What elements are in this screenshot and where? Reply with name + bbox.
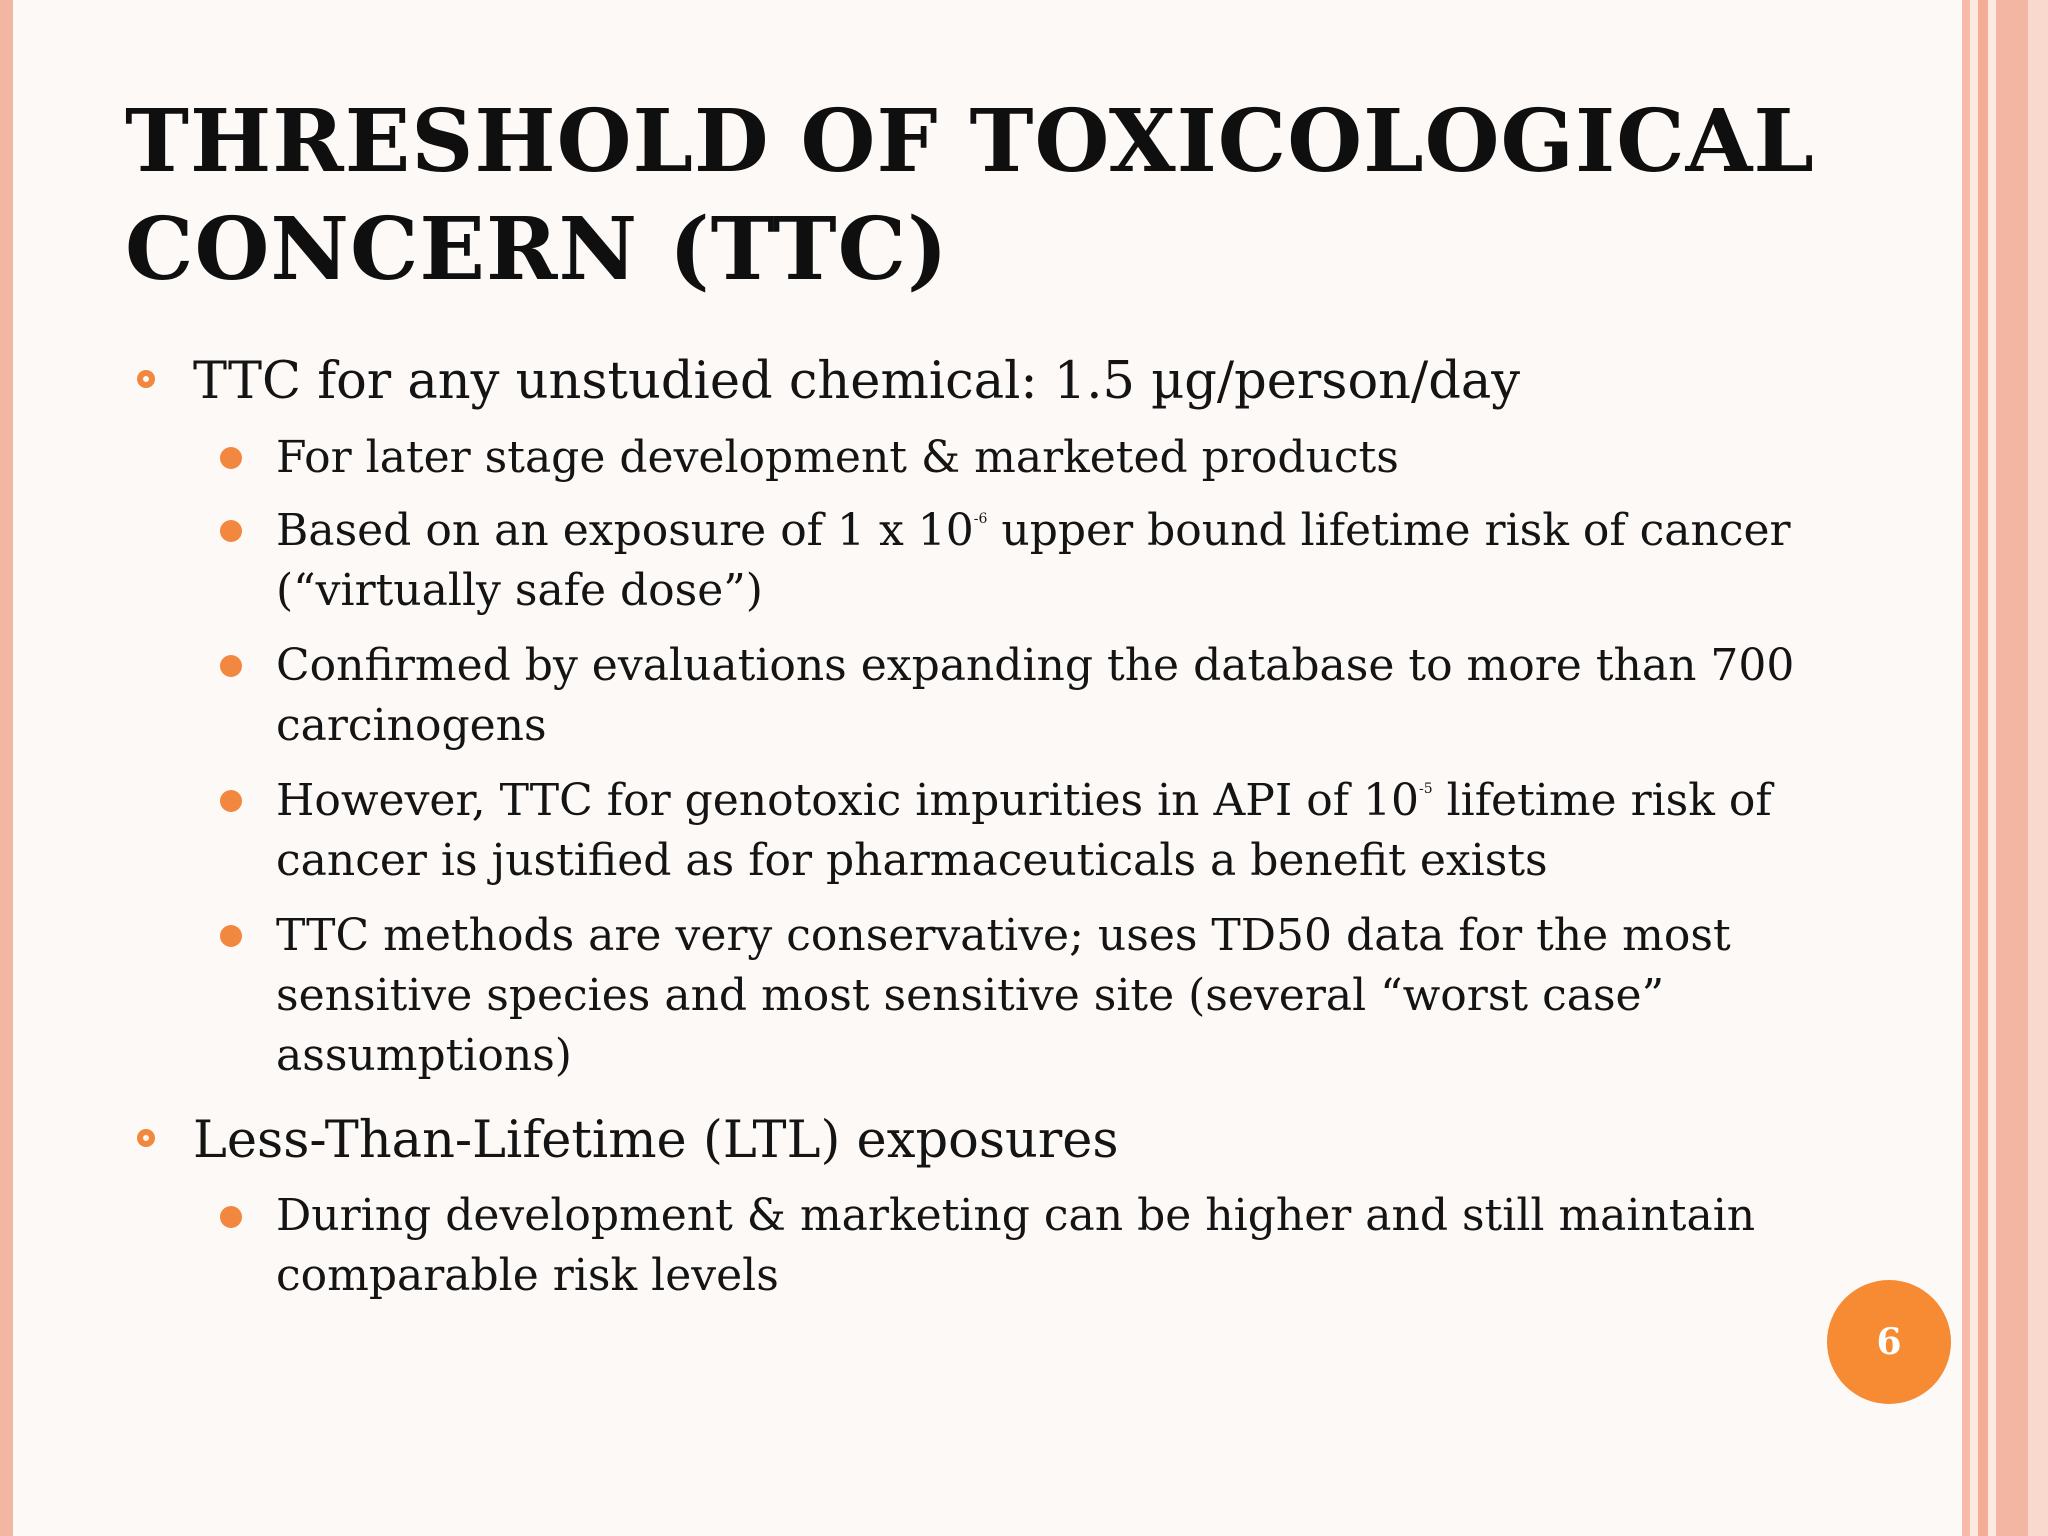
dot-bullet-icon [220,790,242,812]
exposure-text-pre: Based on an exposure of 1 x 10 [276,505,974,556]
right-border-stripe [1978,0,1988,1536]
right-border-stripe [1962,0,1970,1536]
page-number-badge: 6 [1827,1280,1951,1404]
sub-bullet-genotoxic [276,771,1916,891]
bullet-ltl-exposures: Less-Than-Lifetime (LTL) exposures [193,1111,1119,1170]
dot-bullet-icon [220,447,242,469]
sub-bullet-confirmed: Confirmed by evaluations expanding the database to more than 700 carcinogens [276,640,1795,751]
exposure-exponent: -6 [973,511,988,527]
right-border-gap [1970,0,1978,1536]
sub-bullet-later-stage: For later stage development & marketed products [276,432,1399,483]
right-border-stripe [1996,0,2028,1536]
sub-bullet-conservative: TTC methods are very conservative; uses TD50 data for the most sensitive species and most sensitive site (several “worst case” assumptions) [276,910,1731,1081]
bullet-ttc-value: TTC for any unstudied chemical: 1.5 µg/person/day [193,352,1521,411]
genotoxic-text-pre: However, TTC for genotoxic impurities in API of 10 [276,775,1419,826]
exposure-text-post: upper bound lifetime risk of cancer (“virtually safe dose”) [276,505,1791,616]
dot-bullet-icon [220,520,242,542]
sub-bullet-exposure [276,501,1916,621]
slide-title: THRESHOLD OF TOXICOLOGICAL CONCERN (TTC) [125,91,1815,300]
ring-bullet-icon [137,370,155,388]
dot-bullet-icon [220,655,242,677]
dot-bullet-icon [220,925,242,947]
right-border-gap [1988,0,1996,1536]
right-border-stripe [2028,0,2048,1536]
genotoxic-text-post: lifetime risk of cancer is justified as for pharmaceuticals a benefit exists [276,775,1772,886]
dot-bullet-icon [220,1206,242,1228]
genotoxic-exponent: -5 [1418,781,1433,797]
sub-bullet-development: During development & marketing can be higher and still maintain comparable risk levels [276,1190,1756,1301]
ring-bullet-icon [137,1129,155,1147]
